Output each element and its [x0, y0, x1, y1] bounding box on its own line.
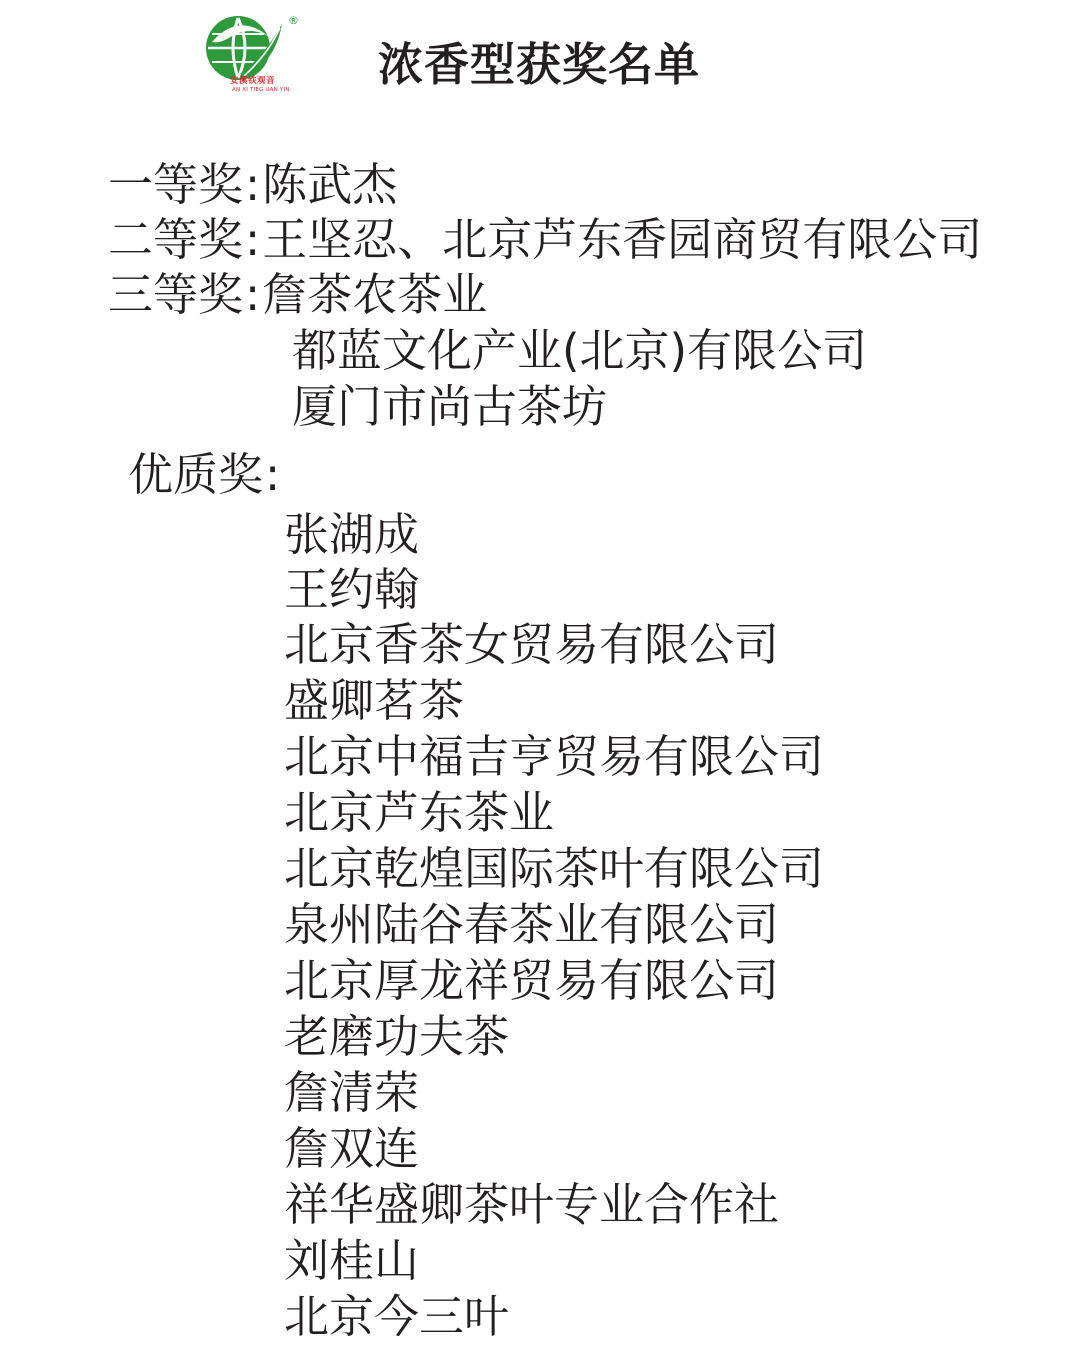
- page-title: 浓香型获奖名单: [378, 38, 701, 91]
- second-prize-label: 二等奖: [108, 213, 244, 266]
- second-prize-separator: :: [245, 213, 261, 266]
- quality-winner: 北京芦东茶业: [284, 786, 555, 839]
- quality-winner: 老磨功夫茶: [284, 1010, 510, 1063]
- quality-winner: 祥华盛卿茶叶专业合作社: [284, 1178, 780, 1231]
- quality-winner: 盛卿茗茶: [284, 674, 465, 727]
- logo-brand-cn: 安溪铁观音: [230, 76, 276, 86]
- first-prize-winner: 陈武杰: [262, 158, 398, 211]
- first-prize-row: [108, 160, 397, 210]
- third-prize-row: [108, 270, 487, 320]
- quality-prize-separator: :: [265, 448, 281, 501]
- first-prize-label: 一等奖: [108, 158, 244, 211]
- quality-winner: 北京厚龙祥贸易有限公司: [284, 954, 780, 1007]
- quality-winner: 北京今三叶: [284, 1290, 510, 1343]
- third-prize-winner: 都蓝文化产业(北京)有限公司: [292, 324, 868, 377]
- quality-winner: 王约翰: [284, 563, 420, 616]
- quality-prize-label: 优质奖: [128, 448, 264, 501]
- quality-winner: 刘桂山: [284, 1234, 420, 1287]
- quality-winner: 詹清荣: [284, 1066, 420, 1119]
- quality-winner: 北京乾煌国际茶叶有限公司: [284, 842, 825, 895]
- third-prize-winner: 厦门市尚古茶坊: [292, 380, 608, 433]
- quality-winner: 张湖成: [284, 508, 420, 561]
- quality-winner: 詹双连: [284, 1122, 420, 1175]
- logo-brand-en: AN XI TIEG UAN YIN: [232, 87, 290, 93]
- third-prize-winner: 詹茶农茶业: [262, 268, 488, 321]
- brand-logo: [198, 14, 304, 100]
- quality-winner: 北京香茶女贸易有限公司: [284, 618, 780, 671]
- quality-prize-heading: [128, 450, 282, 500]
- third-prize-separator: :: [245, 268, 261, 321]
- registered-mark: ®: [288, 14, 299, 27]
- first-prize-separator: :: [245, 158, 261, 211]
- quality-winner: 北京中福吉亨贸易有限公司: [284, 730, 825, 783]
- third-prize-label: 三等奖: [108, 268, 244, 321]
- second-prize-row: [108, 215, 982, 265]
- second-prize-winner: 王坚忍、北京芦东香园商贸有限公司: [262, 213, 983, 266]
- quality-winner: 泉州陆谷春茶业有限公司: [284, 898, 780, 951]
